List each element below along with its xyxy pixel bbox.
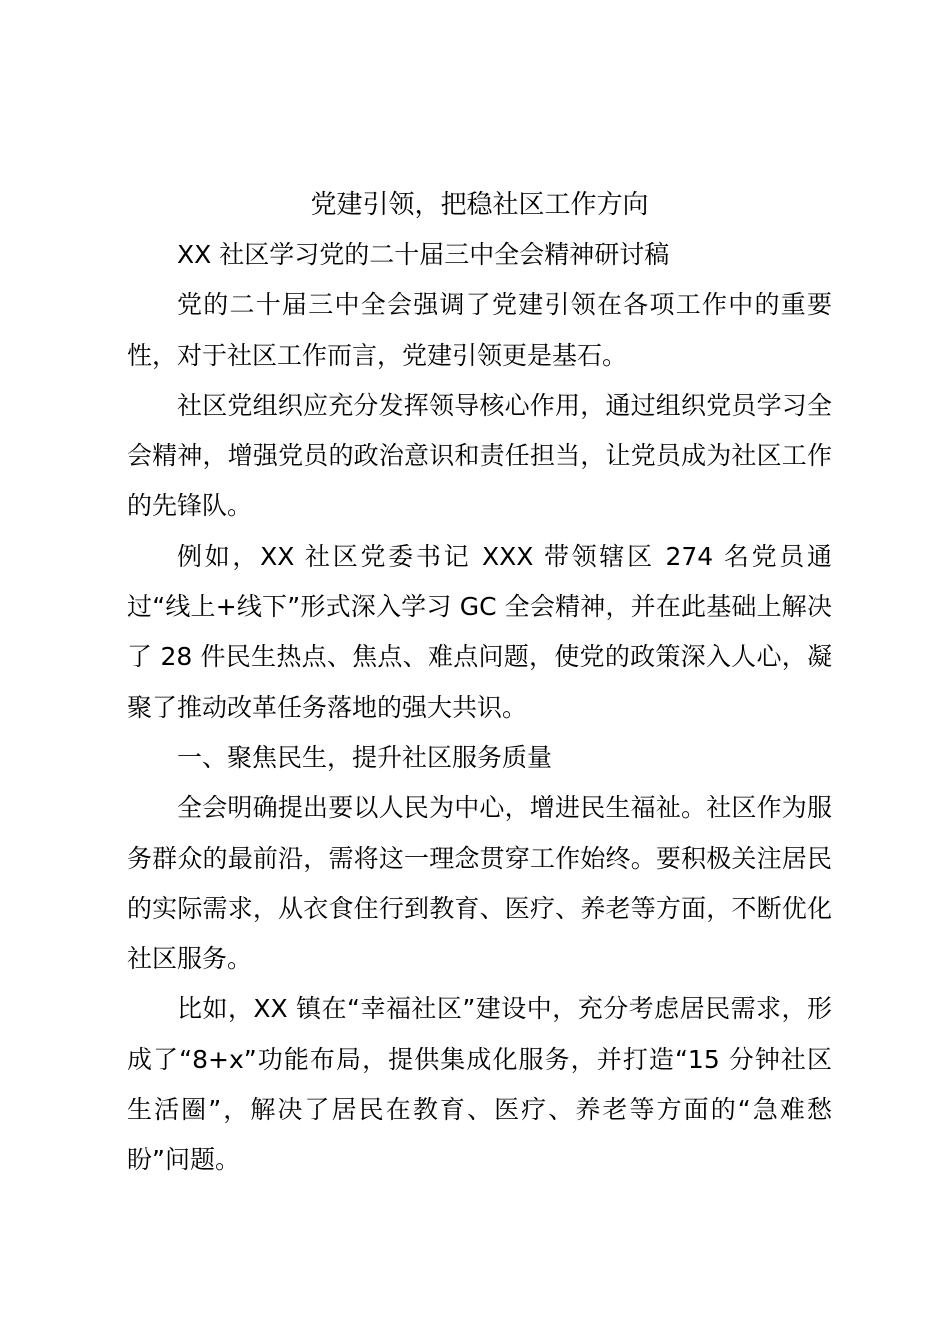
document-title: 党建引领，把稳社区工作方向 bbox=[310, 190, 649, 220]
body-paragraph: 比如，XX 镇在“幸福社区”建设中，充分考虑居民需求，形成了“8+x”功能布局，提供集成化服务，并打造“15 分钟社区生活圈”，解决了居民在教育、医疗、养老等方面的“急难愁盼”问题。 bbox=[127, 994, 832, 1175]
body-paragraph: 例如，XX 社区党委书记 XXX 带领辖区 274 名党员通过“线上+线下”形式深入学习 GC 全会精神，并在此基础上解决了 28 件民生热点、焦点、难点问题，使党的政策深入人心，凝聚了推动改革任务落地的强大共识。 bbox=[127, 541, 832, 722]
document-body bbox=[127, 180, 832, 1186]
body-paragraph: 党的二十届三中全会强调了党建引领在各项工作中的重要性，对于社区工作而言，党建引领更是基石。 bbox=[127, 290, 832, 370]
body-paragraph: 全会明确提出要以人民为中心，增进民生福祉。社区作为服务群众的最前沿，需将这一理念贯穿工作始终。要积极关注居民的实际需求，从衣食住行到教育、医疗、养老等方面，不断优化社区服务。 bbox=[127, 793, 832, 974]
body-paragraph: 社区党组织应充分发挥领导核心作用，通过组织党员学习全会精神，增强党员的政治意识和责任担当，让党员成为社区工作的先锋队。 bbox=[127, 390, 832, 521]
section-heading: 一、聚焦民生，提升社区服务质量 bbox=[177, 742, 553, 772]
subtitle-paragraph: XX 社区学习党的二十届三中全会精神研讨稿 bbox=[177, 240, 670, 269]
